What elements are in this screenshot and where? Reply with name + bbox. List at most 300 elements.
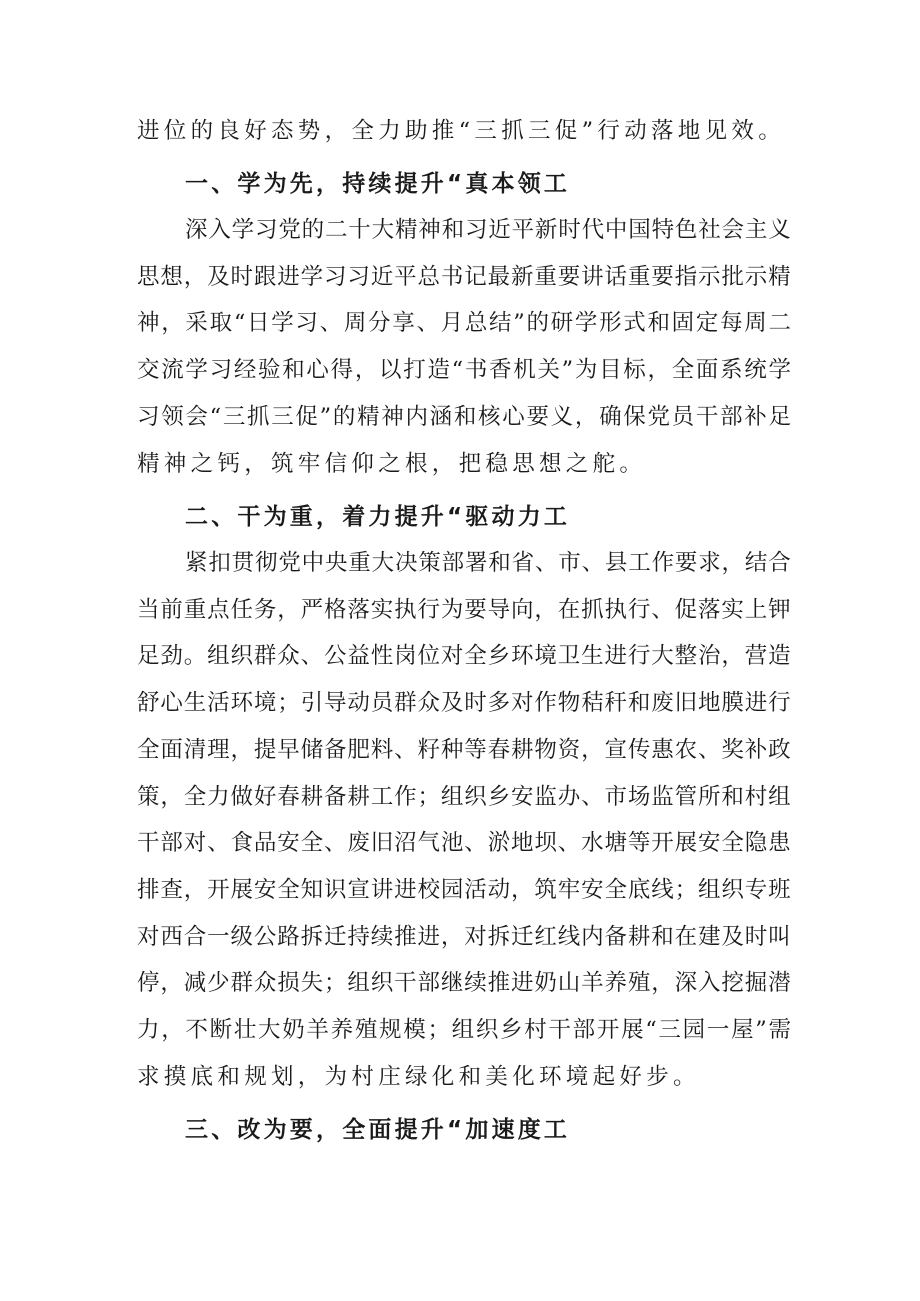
glyph: 干 [394,970,417,996]
body-line [137,968,791,998]
glyph: 统 [744,357,767,383]
body-line [137,308,791,338]
glyph: 全 [137,737,160,763]
glyph: 分 [368,310,391,336]
glyph: 平 [394,264,417,290]
glyph: 作 [394,784,417,810]
glyph: 奶 [534,970,557,996]
glyph: 食 [230,830,254,856]
glyph: 导 [487,597,511,623]
glyph: 失 [300,970,324,996]
glyph: 活 [464,877,487,903]
glyph: 会 [185,404,208,430]
glyph: 代 [581,217,605,243]
glyph: 造 [768,643,791,669]
glyph: 组 [207,643,230,669]
glyph: 抓 [247,404,270,430]
glyph: 全 [671,357,695,383]
glyph: 跟 [253,264,277,290]
glyph: 、 [300,643,324,669]
glyph: 监 [651,784,674,810]
glyph: 众 [417,690,441,716]
glyph: 三 [222,404,246,430]
glyph: 营 [744,643,768,669]
glyph: 全 [183,784,207,810]
glyph: 涵 [429,404,453,430]
glyph: 等 [464,737,487,763]
glyph: 大 [651,643,674,669]
glyph: 组 [698,877,721,903]
glyph: 清 [183,737,207,763]
glyph: 沼 [394,830,417,856]
body-line [137,828,791,858]
glyph: 养 [330,1017,354,1043]
glyph: 前 [160,597,183,623]
glyph: 市 [558,550,581,576]
glyph: 核 [478,404,501,430]
glyph: 重 [627,264,651,290]
glyph: 彻 [254,550,278,576]
glyph: 旧 [370,830,394,856]
glyph: 县 [604,550,628,576]
glyph: 周 [744,310,767,336]
glyph: 面 [695,357,719,383]
glyph: 种 [440,737,464,763]
glyph: 环 [511,643,534,669]
glyph: 境 [534,643,557,669]
glyph: 织 [370,970,394,996]
glyph: ； [417,784,441,810]
glyph: 坝 [534,830,557,856]
body-line: 精神之钙，筑牢信仰之根，把稳思想之舵。 [137,451,647,477]
glyph: 做 [230,784,254,810]
glyph: 公 [253,924,277,950]
glyph: 园 [440,877,464,903]
glyph: ” [319,404,332,430]
glyph: 学 [231,217,255,243]
glyph: 党 [278,217,301,243]
glyph: 中 [301,550,325,576]
body-line [137,922,791,952]
glyph: 地 [698,690,721,716]
glyph: 进 [394,877,417,903]
glyph: 展 [674,830,698,856]
glyph: 废 [651,690,674,716]
glyph: 执 [394,597,417,623]
glyph: 路 [277,924,300,950]
glyph: 日 [247,310,270,336]
glyph: 推 [394,924,417,950]
glyph: 安 [253,877,277,903]
glyph: 进 [277,264,300,290]
glyph: 旧 [674,690,698,716]
glyph: 批 [721,264,744,290]
glyph: 进 [604,643,628,669]
glyph: 要 [557,264,581,290]
glyph: 组 [451,1017,475,1043]
glyph: 党 [647,404,670,430]
glyph: 、 [319,310,343,336]
glyph: 合 [768,550,791,576]
glyph: 继 [440,970,464,996]
glyph: 底 [627,877,651,903]
glyph: 卫 [557,643,581,669]
glyph: 国 [628,217,651,243]
glyph: 确 [599,404,622,430]
glyph: 安 [277,830,300,856]
glyph: 拆 [300,924,324,950]
glyph: 安 [698,830,721,856]
body-line [137,1015,791,1045]
glyph: 采 [185,310,208,336]
glyph: 学 [271,310,294,336]
glyph: 屋 [731,1017,754,1043]
glyph: 专 [744,877,768,903]
glyph: 益 [347,643,370,669]
glyph: 村 [744,784,768,810]
glyph: 的 [301,217,325,243]
glyph: 署 [464,550,488,576]
glyph: 学 [574,310,598,336]
glyph: 、 [698,737,721,763]
glyph: 固 [671,310,695,336]
glyph: 办 [557,784,581,810]
glyph: ” [561,357,574,383]
glyph: 织 [721,877,744,903]
glyph: 模 [403,1017,426,1043]
glyph: 查 [160,877,183,903]
glyph: 推 [487,970,511,996]
glyph: 打 [403,357,426,383]
glyph: 膜 [721,690,744,716]
glyph: 全 [464,643,487,669]
glyph: 入 [698,970,721,996]
glyph: 的 [332,404,356,430]
glyph: 动 [347,690,370,716]
glyph: 和 [282,357,305,383]
glyph: ， [160,970,183,996]
glyph: 足 [768,404,791,430]
glyph: 对 [440,643,464,669]
glyph: 习 [324,264,347,290]
glyph: 在 [557,597,581,623]
glyph: 十 [348,217,371,243]
glyph: 干 [695,404,719,430]
glyph: 管 [674,784,698,810]
glyph: 、 [651,597,674,623]
glyph: 知 [300,877,324,903]
glyph: 和 [453,404,477,430]
glyph: 线 [651,877,674,903]
glyph: 机 [513,357,536,383]
glyph: 生 [581,643,604,669]
glyph: 级 [230,924,254,950]
glyph: 二 [768,310,791,336]
glyph: 学 [768,357,791,383]
glyph: 央 [324,550,348,576]
glyph: 理 [207,737,230,763]
glyph: 耕 [347,784,370,810]
glyph: 秆 [604,690,628,716]
glyph: 每 [720,310,743,336]
glyph: ” [755,1017,767,1043]
glyph: ， [161,1017,184,1043]
glyph: 最 [487,264,511,290]
glyph: 时 [558,217,581,243]
glyph: 春 [277,784,300,810]
glyph: 活 [207,690,230,716]
glyph: 深 [185,217,208,243]
glyph: 规 [379,1017,402,1043]
glyph: “ [233,310,246,336]
glyph: 挖 [721,970,744,996]
section-heading-3: 三、改为要，全面提升“加速度工 [185,1117,571,1143]
glyph: 园 [682,1017,706,1043]
glyph: 社 [698,217,721,243]
glyph: 新 [534,217,558,243]
glyph: 续 [370,924,394,950]
glyph: 在 [674,924,698,950]
glyph: 一 [706,1017,730,1043]
glyph: 书 [440,264,464,290]
glyph: 习 [137,404,160,430]
glyph: ， [277,597,300,623]
glyph: 舒 [137,690,160,716]
glyph: 研 [550,310,574,336]
glyph: ， [183,264,207,290]
glyph: 交 [137,357,160,383]
glyph: 心 [160,690,183,716]
glyph: 向 [511,597,534,623]
glyph: 精 [768,264,791,290]
glyph: 部 [441,550,465,576]
glyph: 保 [623,404,646,430]
glyph: 好 [253,784,277,810]
glyph: ； [277,690,300,716]
glyph: 定 [695,310,719,336]
glyph: 、 [324,830,347,856]
glyph: 以 [379,357,402,383]
glyph: 水 [581,830,604,856]
glyph: 性 [370,643,394,669]
glyph: 平 [511,217,535,243]
glyph: 和 [488,550,511,576]
glyph: 农 [674,737,698,763]
glyph: 生 [183,690,207,716]
glyph: 引 [300,690,324,716]
glyph: 的 [526,310,549,336]
glyph: ” [513,310,525,336]
glyph: 进 [417,924,441,950]
glyph: 心 [306,357,329,383]
glyph: 班 [768,877,791,903]
glyph: 、 [207,830,230,856]
glyph: 储 [300,737,324,763]
glyph: 织 [230,643,254,669]
glyph: 塘 [604,830,628,856]
glyph: 经 [233,357,257,383]
glyph: 展 [621,1017,644,1043]
glyph: ， [161,310,184,336]
glyph: 安 [581,877,604,903]
glyph: 干 [548,1017,571,1043]
glyph: 宣 [347,877,370,903]
glyph: ， [651,970,674,996]
glyph: 补 [744,737,768,763]
glyph: 重 [348,550,371,576]
glyph: 整 [674,643,698,669]
glyph: 示 [744,264,768,290]
glyph: ， [574,404,598,430]
glyph: 当 [137,597,160,623]
glyph: 作 [534,690,557,716]
glyph: 安 [511,784,534,810]
glyph: 耕 [300,784,324,810]
glyph: 籽 [417,737,441,763]
body-line [137,735,791,765]
glyph: 羊 [581,970,604,996]
glyph: 环 [230,690,254,716]
glyph: 结 [744,550,768,576]
glyph: 和 [441,217,465,243]
body-line [137,595,791,625]
glyph: 享 [392,310,415,336]
glyph: 月 [440,310,464,336]
glyph: 大 [371,550,395,576]
glyph: 近 [488,217,511,243]
glyph: 乡 [487,643,511,669]
glyph: 开 [651,830,674,856]
glyph: 春 [487,737,511,763]
body-line [137,355,791,385]
glyph: 惠 [651,737,674,763]
glyph: 一 [207,924,230,950]
glyph: 。 [183,643,207,669]
glyph: 讲 [370,877,394,903]
glyph: ， [440,924,464,950]
glyph: 员 [370,690,394,716]
body-line [137,262,791,292]
section-heading-2: 二、干为重，着力提升“驱动力工 [185,504,571,530]
glyph: 义 [550,404,574,430]
glyph: 求 [698,550,721,576]
glyph: 行 [627,597,651,623]
glyph: ， [721,550,745,576]
glyph: ， [534,597,557,623]
glyph: 形 [599,310,622,336]
glyph: 全 [604,877,628,903]
glyph: 力 [137,1017,160,1043]
glyph: 入 [208,217,231,243]
glyph: 养 [604,970,628,996]
glyph: ； [427,1017,450,1043]
glyph: 系 [720,357,743,383]
glyph: 习 [295,310,318,336]
section-heading-1: 一、学为先，持续提升“真本领工 [185,171,571,197]
glyph: 香 [489,357,512,383]
body-line: 求摸底和规划，为村庄绿化和美化环境起好步。 [137,1064,700,1090]
glyph: 促 [674,597,698,623]
glyph: 内 [405,404,428,430]
glyph: 识 [324,877,347,903]
glyph: 策 [418,550,441,576]
glyph: 要 [526,404,549,430]
glyph: 备 [324,784,347,810]
glyph: 心 [502,404,525,430]
body-line [137,688,791,718]
glyph: 行 [768,690,791,716]
glyph: 气 [417,830,441,856]
glyph: 耕 [511,737,534,763]
glyph: 市 [604,784,628,810]
glyph: 乡 [500,1017,523,1043]
glyph: 时 [464,690,487,716]
glyph: “ [209,404,222,430]
glyph: 全 [277,877,300,903]
glyph: 足 [137,643,160,669]
glyph: 患 [768,830,791,856]
glyph: 作 [651,550,675,576]
glyph: 干 [137,830,160,856]
glyph: 习 [464,217,488,243]
glyph: 和 [627,690,651,716]
glyph: 格 [324,597,347,623]
glyph: ； [674,877,698,903]
glyph: 持 [347,924,370,950]
glyph: 严 [300,597,324,623]
glyph: 续 [464,970,487,996]
glyph: 众 [253,970,277,996]
glyph: 线 [557,924,581,950]
glyph: 进 [511,970,534,996]
glyph: 色 [674,217,698,243]
glyph: 习 [347,264,370,290]
glyph: “ [451,357,464,383]
glyph: 落 [698,597,721,623]
glyph: 决 [394,550,418,576]
glyph: 对 [464,924,487,950]
glyph: 内 [581,924,604,950]
glyph: 特 [651,217,675,243]
glyph: 神 [381,404,404,430]
glyph: 及 [207,264,230,290]
glyph: 断 [209,1017,233,1043]
glyph: 全 [300,830,324,856]
glyph: 任 [230,597,254,623]
glyph: 实 [721,597,744,623]
glyph: 宣 [604,737,628,763]
glyph: 物 [557,690,581,716]
glyph: 部 [160,830,183,856]
glyph: 早 [277,737,300,763]
glyph: 钾 [768,597,791,623]
glyph: 验 [258,357,281,383]
glyph: 备 [324,737,347,763]
glyph: 深 [674,970,698,996]
glyph: 策 [137,784,160,810]
glyph: 、 [464,830,487,856]
glyph: 促 [295,404,318,430]
glyph: 殖 [627,970,651,996]
glyph: 筑 [534,877,557,903]
body-line [185,215,791,245]
glyph: 示 [698,264,721,290]
glyph: 落 [347,597,370,623]
glyph: 结 [489,310,512,336]
glyph: 要 [651,264,674,290]
glyph: 行 [627,643,651,669]
glyph: 岗 [394,643,417,669]
